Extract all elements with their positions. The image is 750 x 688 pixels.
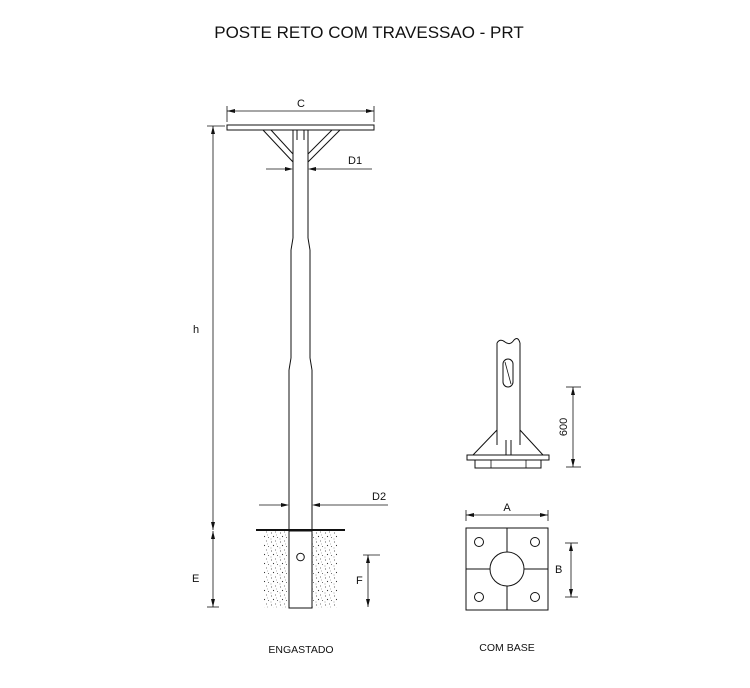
dimension-label-e: E [192, 573, 200, 585]
base-plate-side [467, 455, 549, 460]
dimension-label-f: F [356, 575, 363, 587]
embedded-pole-view [192, 98, 388, 656]
crossarm-brace-right [308, 130, 340, 162]
dimension-label-b: B [555, 564, 563, 576]
dimension-label-d1: D1 [348, 155, 363, 167]
caption-embedded: ENGASTADO [268, 644, 334, 656]
caption-with-base: COM BASE [479, 642, 535, 654]
dimension-label-c: C [297, 98, 305, 110]
base-side-view [467, 339, 581, 468]
crossarm [227, 125, 374, 130]
dimension-label-a: A [503, 502, 511, 514]
pole-buried-section [289, 531, 312, 608]
dimension-label-d2: D2 [372, 491, 387, 503]
dimension-label-600: 600 [558, 417, 570, 437]
drawing-title: POSTE RETO COM TRAVESSAO - PRT [214, 23, 524, 42]
base-plate-top-view [466, 502, 578, 654]
crossarm-brace-left [263, 130, 293, 162]
dimension-label-h: h [193, 324, 200, 336]
